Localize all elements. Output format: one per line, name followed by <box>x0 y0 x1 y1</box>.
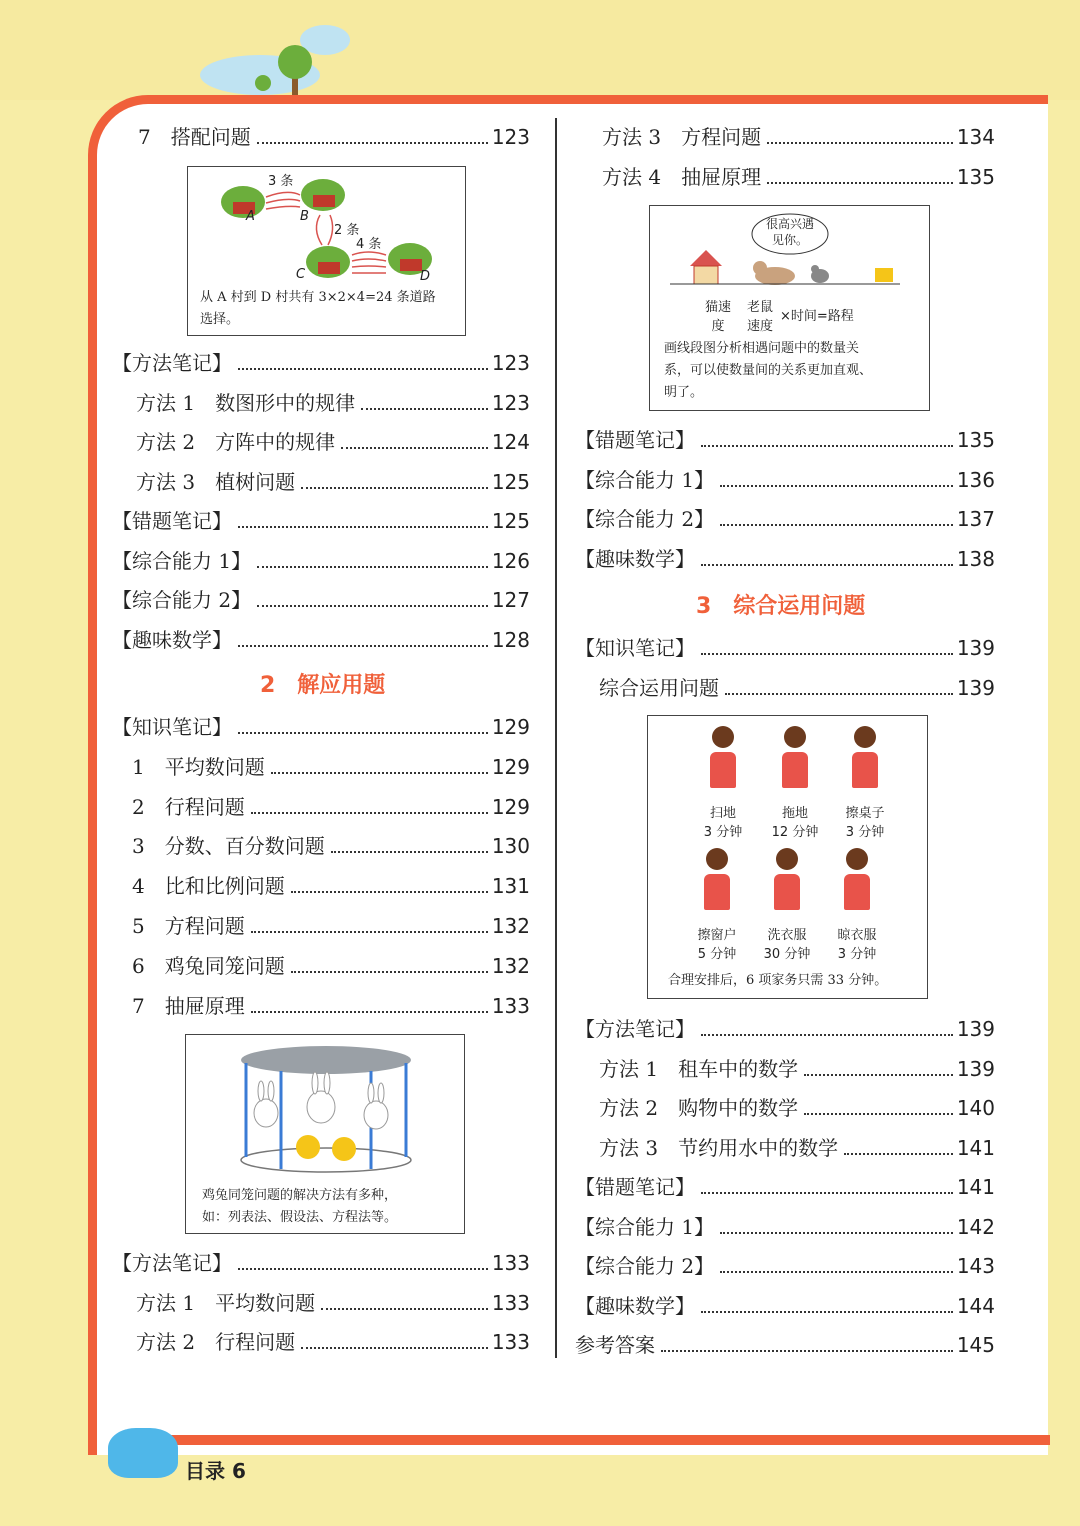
toc-leader-dots <box>720 1231 953 1234</box>
toc-leader-dots <box>257 141 488 144</box>
toc-entry[interactable] <box>112 1248 530 1278</box>
toc-entry[interactable] <box>132 792 530 822</box>
village-c-icon <box>306 246 350 278</box>
toc-leader-dots <box>331 850 488 853</box>
toc-entry-page: 140 <box>956 1096 995 1120</box>
chore-name: 洗衣服 <box>767 928 807 943</box>
chore-name: 晾衣服 <box>837 928 877 943</box>
toc-entry-label: 方法 1 平均数问题 <box>136 1290 316 1315</box>
toc-entry-page: 133 <box>491 1330 530 1354</box>
toc-entry-label: 方法 3 节约用水中的数学 <box>599 1135 839 1160</box>
toc-entry-page: 129 <box>491 754 530 779</box>
toc-entry-label: 【趣味数学】 <box>575 546 695 571</box>
figure-meeting-problem <box>649 205 930 411</box>
toc-entry-page: 134 <box>956 125 995 149</box>
toc-entry-label: 方法 2 购物中的数学 <box>599 1096 799 1120</box>
road-ab <box>266 192 300 209</box>
toc-entry-page: 135 <box>956 428 995 452</box>
toc-entry-label: 【综合能力 1】 <box>575 1214 715 1239</box>
toc-leader-dots <box>257 604 488 607</box>
fig2-caption-1: 鸡兔同笼问题的解决方法有多种， <box>202 1188 398 1203</box>
section-2-heading: 2 解应用题 <box>260 673 386 698</box>
toc-entry-label: 4 比和比例问题 <box>132 874 285 899</box>
toc-entry-label: 【方法笔记】 <box>112 351 232 375</box>
toc-leader-dots <box>301 486 488 489</box>
toc-entry-page: 125 <box>491 509 530 533</box>
chore-time: 3 分钟 <box>837 947 877 962</box>
label-b: B <box>300 209 309 224</box>
fig3-caption-1: 画线段图分析相遇问题中的数量关 <box>664 341 860 356</box>
toc-leader-dots <box>238 525 488 528</box>
village-b-icon <box>301 179 345 211</box>
chore-name: 擦窗户 <box>697 928 737 943</box>
toc-entry[interactable] <box>602 122 995 152</box>
toc-leader-dots <box>720 1270 953 1273</box>
chick-icon <box>296 1135 320 1159</box>
toc-entry-page: 144 <box>956 1293 995 1318</box>
toc-entry[interactable] <box>132 951 530 981</box>
fig2-caption-2: 如：列表法、假设法、方程法等。 <box>202 1210 398 1225</box>
rabbit-icon <box>307 1072 335 1123</box>
toc-entry-label: 6 鸡兔同笼问题 <box>132 953 285 978</box>
toc-entry-page: 131 <box>491 874 530 899</box>
toc-entry-label: 7 抽屉原理 <box>132 993 245 1018</box>
toc-entry[interactable] <box>599 1054 995 1084</box>
chore-name: 擦桌子 <box>845 806 885 821</box>
toc-leader-dots <box>238 1267 488 1270</box>
toc-entry[interactable] <box>112 348 530 378</box>
toc-leader-dots <box>291 970 488 973</box>
toc-entry[interactable] <box>136 388 530 418</box>
toc-entry-label: 【错题笔记】 <box>575 428 695 452</box>
toc-entry[interactable] <box>136 1327 530 1357</box>
label-ab: 3 条 <box>268 174 294 189</box>
toc-leader-dots <box>701 1310 953 1313</box>
toc-leader-dots <box>701 1191 953 1194</box>
toc-entry[interactable] <box>575 1172 995 1202</box>
chore-time: 3 分钟 <box>845 825 885 840</box>
toc-leader-dots <box>341 446 488 449</box>
rabbit-icon <box>364 1083 388 1129</box>
toc-leader-dots <box>361 407 488 410</box>
toc-entry-page: 135 <box>956 165 995 189</box>
toc-entry-label: 【趣味数学】 <box>575 1293 695 1318</box>
column-divider <box>555 118 557 1358</box>
label-c: C <box>296 267 306 282</box>
toc-entry-page: 143 <box>956 1254 995 1278</box>
toc-entry-label: 7 搭配问题 <box>138 125 251 149</box>
label-a: A <box>246 209 255 224</box>
toc-leader-dots <box>767 181 953 184</box>
chore-person-icon <box>842 848 872 918</box>
chore-time: 12 分钟 <box>771 825 819 840</box>
toc-entry-page: 139 <box>956 675 995 700</box>
toc-entry-page: 139 <box>956 1017 995 1041</box>
formula-mouse: 老鼠速度 <box>746 300 773 334</box>
formula-rest: ×时间=路程 <box>780 309 854 324</box>
speech-bubble: 很高兴遇见你。 <box>765 217 814 247</box>
toc-entry-page: 125 <box>491 469 530 494</box>
toc-entry-page: 136 <box>956 467 995 492</box>
toc-entry[interactable] <box>138 122 530 152</box>
toc-entry[interactable] <box>136 467 530 497</box>
toc-entry-page: 127 <box>491 588 530 612</box>
toc-entry[interactable] <box>136 427 530 457</box>
top-decoration <box>0 0 1080 100</box>
toc-entry[interactable] <box>132 831 530 861</box>
toc-leader-dots <box>701 652 953 655</box>
toc-entry-page: 139 <box>956 636 995 660</box>
toc-entry-label: 方法 3 植树问题 <box>136 469 296 494</box>
toc-leader-dots <box>257 565 488 568</box>
toc-leader-dots <box>301 1346 488 1349</box>
toc-entry[interactable] <box>132 991 530 1021</box>
toc-leader-dots <box>720 484 953 487</box>
toc-entry-label: 【方法笔记】 <box>112 1251 232 1275</box>
toc-entry-label: 方法 2 方阵中的规律 <box>136 430 336 454</box>
toc-entry-label: 参考答案 <box>575 1333 655 1357</box>
toc-entry-label: 5 方程问题 <box>132 914 245 938</box>
fig3-caption-2: 系，可以使数量间的关系更加直观、 <box>664 363 873 378</box>
toc-entry-page: 133 <box>491 993 530 1018</box>
footer-page-label: 目录 6 <box>185 1459 246 1483</box>
label-d: D <box>420 269 431 284</box>
toc-entry[interactable] <box>112 546 530 576</box>
fig1-caption-1: 从 A 村到 D 村共有 3×2×4=24 条道路 <box>200 290 436 305</box>
toc-entry-page: 128 <box>491 627 530 652</box>
chore-person-icon <box>772 848 802 918</box>
toc-entry-label: 【知识笔记】 <box>575 636 695 660</box>
label-bc: 2 条 <box>334 223 360 238</box>
toc-entry-label: 【综合能力 2】 <box>575 1254 715 1278</box>
toc-entry[interactable] <box>599 1093 995 1123</box>
toc-entry[interactable] <box>575 465 995 495</box>
road-cd <box>352 252 386 273</box>
figure-route-map <box>187 166 466 336</box>
fig3-caption-3: 明了。 <box>664 385 704 400</box>
cage-illustration <box>186 1035 462 1175</box>
toc-entry-label: 方法 1 数图形中的规律 <box>136 390 356 415</box>
toc-entry-page: 124 <box>491 430 530 454</box>
section-3-heading: 3 综合运用问题 <box>696 594 866 619</box>
tree-icon <box>255 75 271 91</box>
cheese-icon <box>875 268 893 282</box>
toc-entry-page: 141 <box>956 1175 995 1199</box>
toc-entry[interactable] <box>132 752 530 782</box>
chore-person-icon <box>708 726 738 796</box>
toc-entry[interactable] <box>112 585 530 615</box>
chore-person-icon <box>702 848 732 918</box>
toc-entry-label: 1 平均数问题 <box>132 754 265 779</box>
figure-chores <box>647 715 928 999</box>
toc-entry[interactable] <box>112 506 530 536</box>
whale-mascot-icon <box>108 1428 178 1478</box>
chore-name: 扫地 <box>709 806 736 821</box>
toc-entry-label: 2 行程问题 <box>132 794 245 819</box>
chore-person-icon <box>780 726 810 796</box>
toc-entry[interactable] <box>575 425 995 455</box>
toc-entry[interactable] <box>136 1288 530 1318</box>
panel-bottom-border <box>150 1435 1050 1445</box>
toc-entry-label: 【知识笔记】 <box>112 715 232 739</box>
toc-entry[interactable] <box>575 1330 995 1360</box>
fig1-caption-2: 选择。 <box>200 312 240 327</box>
toc-entry[interactable] <box>132 871 530 901</box>
cat-icon <box>753 261 795 285</box>
toc-entry-label: 3 分数、百分数问题 <box>132 834 325 859</box>
toc-leader-dots <box>767 141 953 144</box>
toc-entry[interactable] <box>575 1212 995 1242</box>
toc-leader-dots <box>844 1152 953 1155</box>
toc-entry-page: 133 <box>491 1251 530 1275</box>
toc-leader-dots <box>661 1349 953 1352</box>
toc-leader-dots <box>701 1033 953 1036</box>
toc-entry[interactable] <box>112 625 530 655</box>
chore-time: 30 分钟 <box>763 947 811 962</box>
toc-leader-dots <box>271 771 488 774</box>
chick-icon <box>332 1137 356 1161</box>
toc-entry-label: 【综合能力 2】 <box>575 507 715 531</box>
toc-leader-dots <box>251 930 488 933</box>
formula-cat: 猫速度 <box>704 300 731 334</box>
toc-leader-dots <box>238 367 488 370</box>
chore-person-icon <box>850 726 880 796</box>
toc-leader-dots <box>321 1307 488 1310</box>
toc-leader-dots <box>251 811 488 814</box>
toc-entry[interactable] <box>132 911 530 941</box>
toc-entry-label: 【趣味数学】 <box>112 627 232 652</box>
toc-entry-label: 方法 2 行程问题 <box>136 1330 296 1354</box>
toc-entry-page: 130 <box>491 834 530 859</box>
toc-entry[interactable] <box>575 1014 995 1044</box>
toc-entry[interactable] <box>599 1133 995 1163</box>
toc-entry[interactable] <box>575 544 995 574</box>
toc-leader-dots <box>251 1010 488 1013</box>
toc-entry-page: 138 <box>956 546 995 571</box>
toc-entry-page: 126 <box>491 548 530 573</box>
chore-time: 5 分钟 <box>697 947 737 962</box>
toc-entry-label: 【综合能力 1】 <box>112 548 252 573</box>
toc-entry-label: 方法 3 方程问题 <box>602 125 762 149</box>
toc-leader-dots <box>720 523 953 526</box>
village-a-icon <box>221 186 265 218</box>
toc-entry-page: 142 <box>956 1214 995 1239</box>
toc-leader-dots <box>804 1073 953 1076</box>
chore-name: 拖地 <box>781 806 808 821</box>
toc-entry-label: 【综合能力 2】 <box>112 588 252 612</box>
toc-entry-label: 方法 4 抽屉原理 <box>602 165 762 189</box>
toc-leader-dots <box>238 644 488 647</box>
road-bc <box>316 215 332 245</box>
fig4-caption: 合理安排后，6 项家务只需 33 分钟。 <box>668 973 888 988</box>
toc-entry-page: 132 <box>491 953 530 978</box>
toc-entry-label: 【综合能力 1】 <box>575 467 715 492</box>
chore-time: 3 分钟 <box>703 825 743 840</box>
toc-entry[interactable] <box>575 633 995 663</box>
toc-entry-page: 141 <box>956 1135 995 1160</box>
toc-entry-label: 综合运用问题 <box>599 675 719 700</box>
toc-entry-page: 137 <box>956 507 995 531</box>
toc-entry-label: 【错题笔记】 <box>575 1175 695 1199</box>
toc-entry-page: 129 <box>491 715 530 739</box>
toc-entry-page: 123 <box>491 351 530 375</box>
toc-entry-label: 【错题笔记】 <box>112 509 232 533</box>
toc-leader-dots <box>238 731 488 734</box>
toc-entry-label: 方法 1 租车中的数学 <box>599 1056 799 1081</box>
toc-entry[interactable] <box>575 504 995 534</box>
figure-chicken-rabbit-cage <box>185 1034 465 1234</box>
toc-entry-page: 123 <box>491 390 530 415</box>
tree-icon <box>278 45 312 79</box>
toc-leader-dots <box>804 1112 953 1115</box>
toc-entry[interactable] <box>599 673 995 703</box>
mouse-icon <box>811 265 829 283</box>
label-cd: 4 条 <box>356 237 382 252</box>
toc-entry-page: 139 <box>956 1056 995 1081</box>
toc-entry[interactable] <box>575 1251 995 1281</box>
toc-leader-dots <box>701 444 953 447</box>
toc-entry-page: 132 <box>491 914 530 938</box>
toc-entry-page: 145 <box>956 1333 995 1357</box>
toc-entry[interactable] <box>602 162 995 192</box>
toc-entry-page: 133 <box>491 1290 530 1315</box>
toc-leader-dots <box>291 890 488 893</box>
toc-entry-page: 123 <box>491 125 530 149</box>
toc-entry-label: 【方法笔记】 <box>575 1017 695 1041</box>
toc-leader-dots <box>725 692 953 695</box>
toc-entry-page: 129 <box>491 794 530 819</box>
rabbit-icon <box>254 1081 278 1127</box>
toc-entry[interactable] <box>112 712 530 742</box>
toc-leader-dots <box>701 563 953 566</box>
toc-entry[interactable] <box>575 1291 995 1321</box>
house-icon <box>690 250 722 284</box>
